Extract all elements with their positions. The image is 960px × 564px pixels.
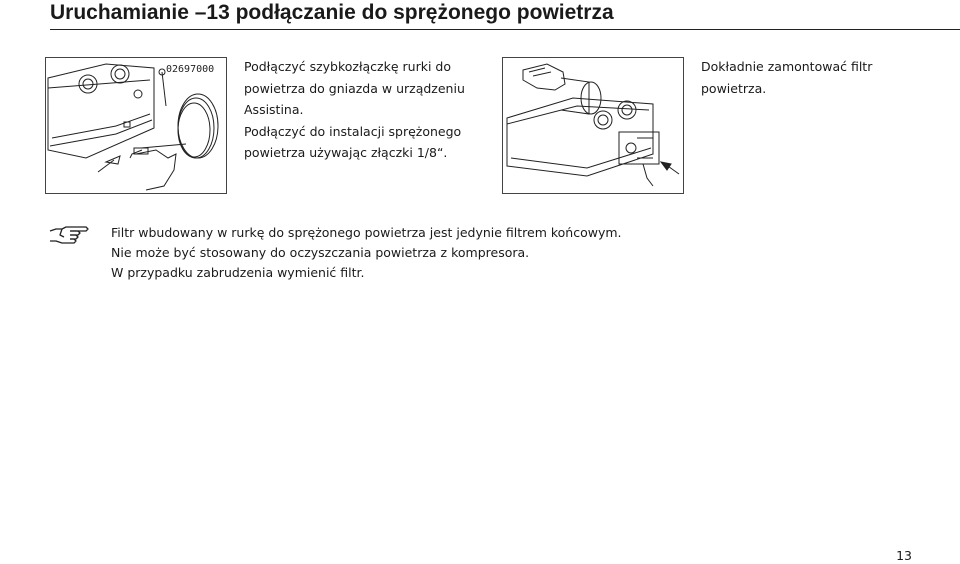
instruction-line: powietrza. [701, 80, 767, 96]
note-line: Nie może być stosowany do oczyszczania powietrza z kompresora. [111, 245, 530, 260]
air-filter-mounting-illustration [503, 58, 683, 193]
instruction-line: Podłączyć szybkozłączkę rurki do [244, 59, 451, 74]
page-number: 13 [896, 548, 912, 563]
instruction-line: powietrza do gniazda w urządzeniu [244, 80, 465, 96]
note-filter-info [111, 223, 622, 283]
instruction-line: powietrza używając złączki 1/8“. [244, 145, 448, 160]
note-line: Filtr wbudowany w rurkę do sprężonego powietrza jest jedynie filtrem końcowym. [111, 225, 622, 240]
instruction-line: Assistina. [244, 102, 304, 117]
title-divider [50, 29, 960, 30]
instruction-line: Podłączyć do instalacji sprężonego [244, 123, 462, 139]
figure-filter-mounting [502, 57, 684, 194]
figure-code: 02697000 [166, 64, 215, 75]
instructions-connect-hose [244, 56, 465, 164]
page-title: Uruchamianie –13 podłączanie do sprężonego powietrza [50, 1, 614, 24]
note-line: W przypadku zabrudzenia wymienić filtr. [111, 265, 365, 280]
instruction-line: Dokładnie zamontować filtr [701, 59, 873, 74]
figure-hose-connection [45, 57, 227, 194]
pointing-hand-icon [48, 225, 90, 251]
compressed-air-hose-connection-illustration [46, 58, 226, 193]
instructions-mount-filter [701, 56, 872, 99]
